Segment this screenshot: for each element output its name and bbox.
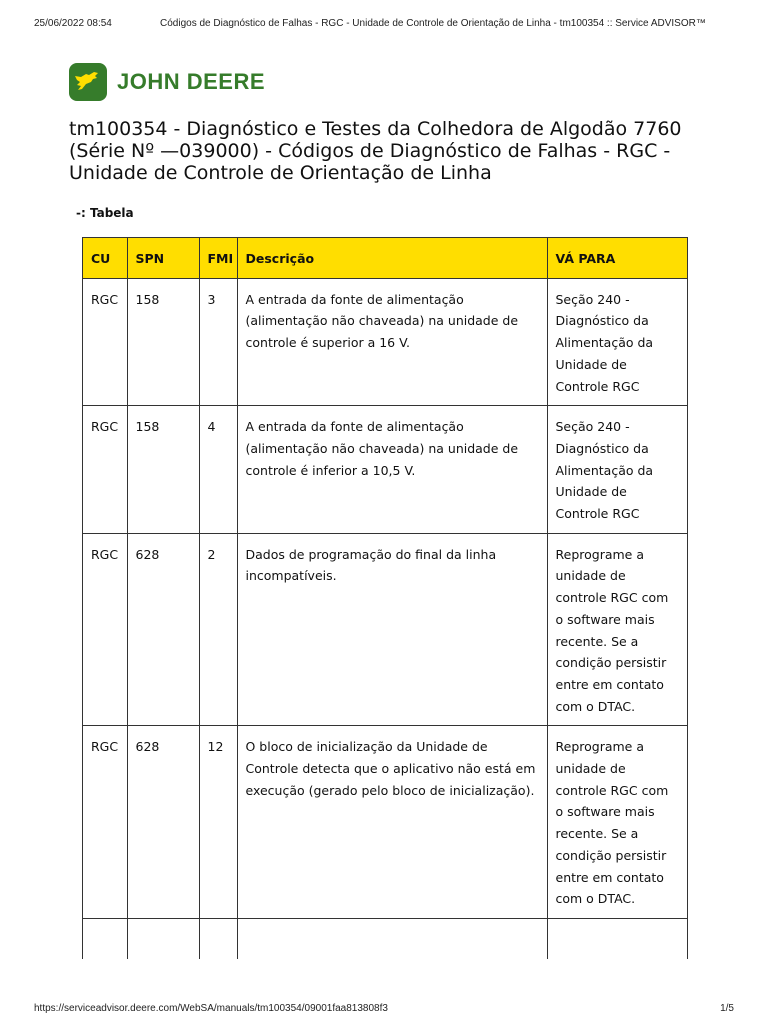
- table-row: [83, 278, 687, 406]
- column-header-va-para: VÁ PARA: [547, 238, 687, 279]
- page-title: tm100354 - Diagnóstico e Testes da Colhedora de Algodão 7760 (Série Nº —039000) - Códigos de Diagnóstico de Falhas - RGC - Unidade de Controle de Orientação de Linha: [69, 118, 682, 184]
- cell-fmi: 3: [199, 278, 237, 406]
- cell-fmi: 4: [199, 406, 237, 534]
- page-number: 1/5: [720, 1003, 734, 1014]
- cell-empty: [237, 918, 547, 959]
- diagnostic-codes-table-container: [82, 237, 688, 959]
- cell-cu: RGC: [83, 406, 127, 534]
- print-doc-title: Códigos de Diagnóstico de Falhas - RGC - Unidade de Controle de Orientação de Linha - tm100354 :: Service ADVISOR™: [160, 18, 706, 29]
- leaping-deer-icon: [69, 63, 107, 101]
- cell-fmi: 2: [199, 533, 237, 726]
- cell-descricao: Dados de programação do final da linha incompatíveis.: [237, 533, 547, 726]
- cell-fmi: 12: [199, 726, 237, 919]
- cell-va-para: Reprograme a unidade de controle RGC com o software mais recente. Se a condição persistir entre em contato com o DTAC.: [547, 726, 687, 919]
- diagnostic-codes-table: [83, 237, 687, 959]
- column-header-descricao: Descrição: [237, 238, 547, 279]
- table-row-continued: [83, 918, 687, 959]
- table-caption: -: Tabela: [76, 206, 134, 220]
- table-header-row: [83, 238, 687, 279]
- page-url: https://serviceadvisor.deere.com/WebSA/manuals/tm100354/09001faa813808f3: [34, 1003, 388, 1014]
- cell-cu: RGC: [83, 726, 127, 919]
- john-deere-logo: [69, 63, 265, 101]
- brand-name: JOHN DEERE: [117, 69, 266, 94]
- print-date: 25/06/2022 08:54: [34, 18, 112, 29]
- column-header-cu: CU: [83, 238, 127, 279]
- cell-descricao: O bloco de inicialização da Unidade de Controle detecta que o aplicativo não está em execução (gerado pelo bloco de inicialização).: [237, 726, 547, 919]
- cell-empty: [199, 918, 237, 959]
- column-header-fmi: FMI: [199, 238, 237, 279]
- cell-empty: [547, 918, 687, 959]
- cell-empty: [83, 918, 127, 959]
- cell-spn: 158: [127, 406, 199, 534]
- cell-descricao: A entrada da fonte de alimentação (alimentação não chaveada) na unidade de controle é superior a 16 V.: [237, 278, 547, 406]
- cell-cu: RGC: [83, 533, 127, 726]
- cell-va-para: Seção 240 - Diagnóstico da Alimentação da Unidade de Controle RGC: [547, 278, 687, 406]
- cell-spn: 158: [127, 278, 199, 406]
- cell-va-para: Reprograme a unidade de controle RGC com o software mais recente. Se a condição persistir entre em contato com o DTAC.: [547, 533, 687, 726]
- cell-spn: 628: [127, 533, 199, 726]
- cell-descricao: A entrada da fonte de alimentação (alimentação não chaveada) na unidade de controle é inferior a 10,5 V.: [237, 406, 547, 534]
- cell-empty: [127, 918, 199, 959]
- column-header-spn: SPN: [127, 238, 199, 279]
- table-row: [83, 406, 687, 534]
- cell-cu: RGC: [83, 278, 127, 406]
- table-row: [83, 726, 687, 919]
- table-row: [83, 533, 687, 726]
- cell-va-para: Seção 240 - Diagnóstico da Alimentação da Unidade de Controle RGC: [547, 406, 687, 534]
- cell-spn: 628: [127, 726, 199, 919]
